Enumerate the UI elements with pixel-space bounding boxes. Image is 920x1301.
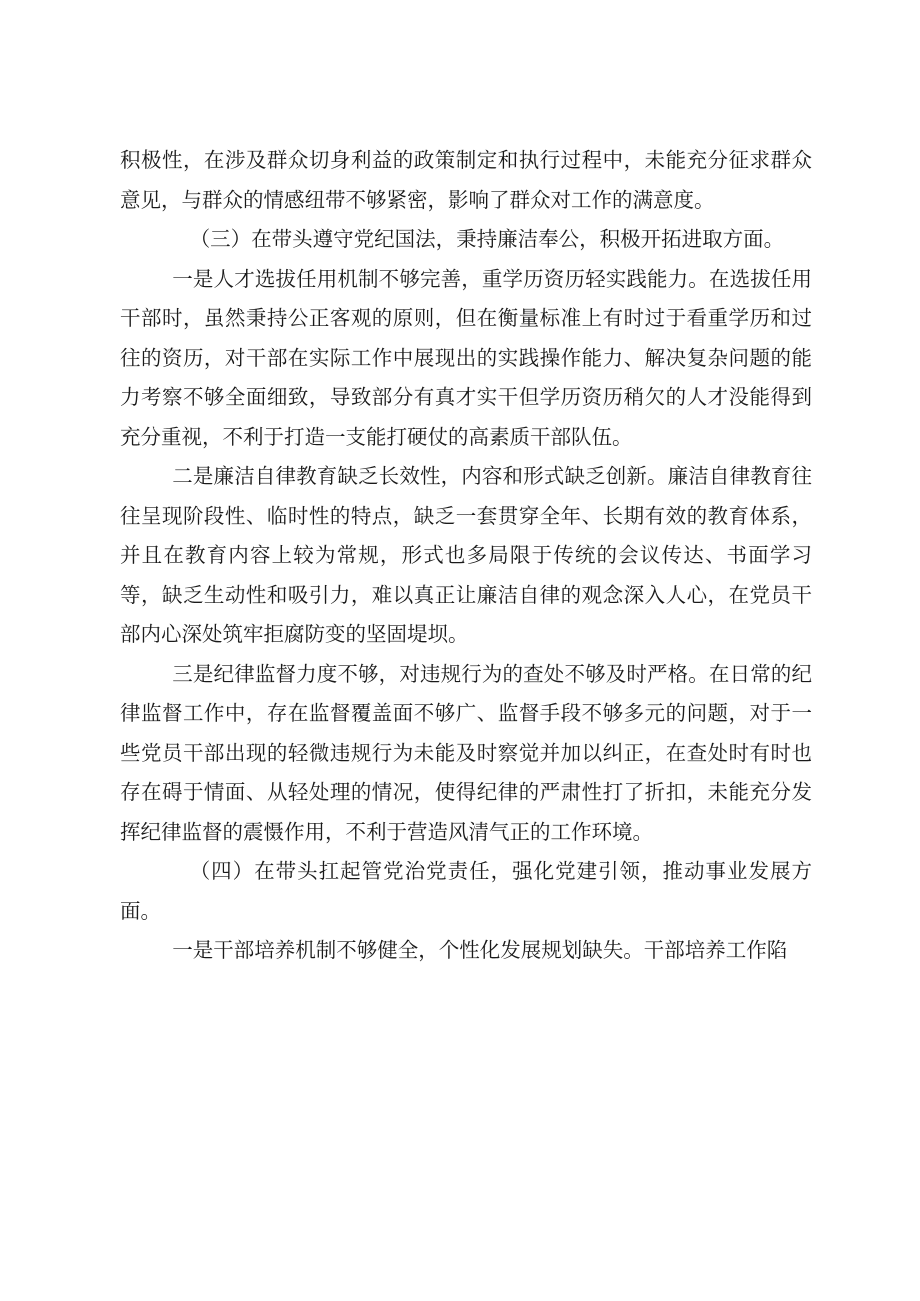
section-heading-3: （三）在带头遵守党纪国法，秉持廉洁奉公，积极开拓进取方面。	[189, 227, 785, 251]
paragraph-talent-selection: 一是人才选拔任用机制不够完善，重学历资历轻实践能力。在选拔任用干部时，虽然秉持公正客观的原则，但在衡量标准上有时过于看重学历和过往的资历，对干部在实际工作中展现出的实践操作能力、解决复杂问题的能力考察不够全面细致，导致部分有真才实干但学历资历稍欠的人才没能得到充分重视，不利于打造一支能打硬仗的高素质干部队伍。	[120, 266, 812, 449]
paragraph-integrity-education: 二是廉洁自律教育缺乏长效性，内容和形式缺乏创新。廉洁自律教育往往呈现阶段性、临时性的特点，缺乏一套贯穿全年、长期有效的教育体系，并且在教育内容上较为常规，形式也多局限于传统的会议传达、书面学习等，缺乏生动性和吸引力，难以真正让廉洁自律的观念深入人心，在党员干部内心深处筑牢拒腐防变的坚固堤坝。	[120, 464, 812, 646]
document-body	[120, 141, 812, 971]
paragraph-cadre-training: 一是干部培养机制不够健全，个性化发展规划缺失。干部培养工作陷	[172, 938, 788, 962]
paragraph-discipline-supervision: 三是纪律监督力度不够，对违规行为的查处不够及时严格。在日常的纪律监督工作中，存在监督覆盖面不够广、监督手段不够多元的问题，对于一些党员干部出现的轻微违规行为未能及时察觉并加以纠正，在查处时有时也存在碍于情面、从轻处理的情况，使得纪律的严肃性打了折扣，未能充分发挥纪律监督的震慑作用，不利于营造风清气正的工作环境。	[120, 661, 812, 844]
paragraph-continuation: 积极性，在涉及群众切身利益的政策制定和执行过程中，未能充分征求群众意见，与群众的情感纽带不够紧密，影响了群众对工作的满意度。	[120, 148, 812, 212]
section-heading-4: （四）在带头扛起管党治党责任，强化党建引领，推动事业发展方面。	[120, 859, 812, 923]
